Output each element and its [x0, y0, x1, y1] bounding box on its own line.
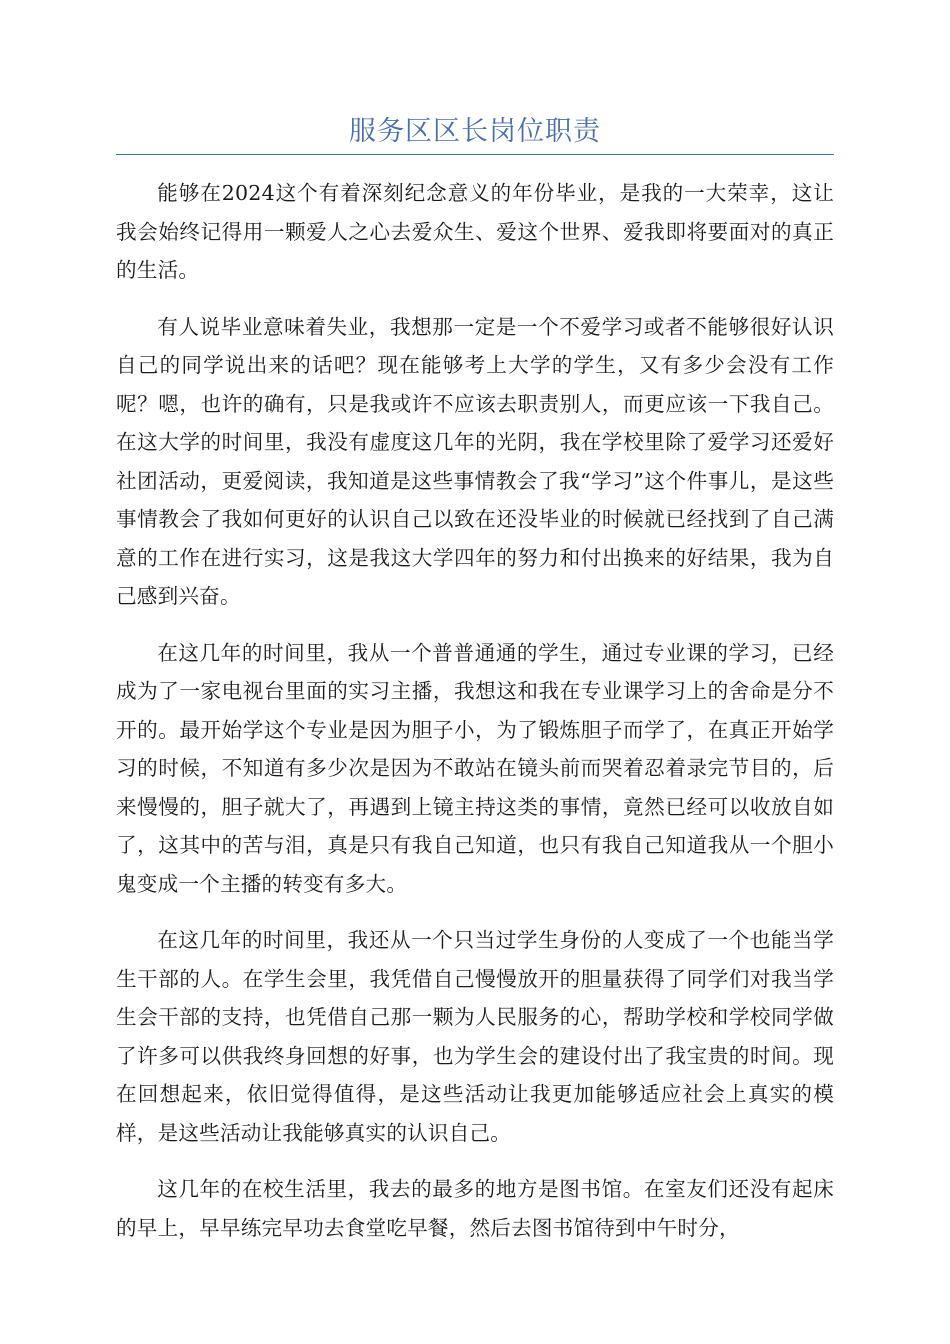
- document-title: 服务区区长岗位职责: [349, 116, 601, 147]
- paragraph-3: 在这几年的时间里，我从一个普普通通的学生，通过专业课的学习，已经成为了一家电视台里面的实习主播，我想这和我在专业课学习上的舍命是分不开的。最开始学这个专业是因为胆子小，为了锻炼胆子而学了，在真正开始学习的时候，不知道有多少次是因为不敢站在镜头前而哭着忍着录完节目的，后来慢慢的，胆子就大了，再遇到上镜主持这类的事情，竟然已经可以收放自如了，这其中的苦与泪，真是只有我自己知道，也只有我自己知道我从一个胆小鬼变成一个主播的转变有多大。: [116, 640, 834, 896]
- paragraph-4: 在这几年的时间里，我还从一个只当过学生身份的人变成了一个也能当学生干部的人。在学生会里，我凭借自己慢慢放开的胆量获得了同学们对我当学生会干部的支持，也凭借自己那一颗为人民服务的心，帮助学校和学校同学做了许多可以供我终身回想的好事，也为学生会的建设付出了我宝贵的时间。现在回想起来，依旧觉得值得，是这些活动让我更加能够适应社会上真实的模样，是这些活动让我能够真实的认识自己。: [116, 928, 834, 1145]
- paragraph-2: 有人说毕业意味着失业，我想那一定是一个不爱学习或者不能够很好认识自己的同学说出来的话吧？现在能够考上大学的学生，又有多少会没有工作呢？嗯，也许的确有，只是我或许不应该去职责别人，而更应该一下我自己。在这大学的时间里，我没有虚度这几年的光阴，我在学校里除了爱学习还爱好社团活动，更爱阅读，我知道是这些事情教会了我“学习”这个件事儿，是这些事情教会了我如何更好的认识自己以致在还没毕业的时候就已经找到了自己满意的工作在进行实习，这是我这大学四年的努力和付出换来的好结果，我为自己感到兴奋。: [116, 314, 834, 608]
- title-underline: [116, 154, 834, 155]
- paragraph-1: 能够在2024这个有着深刻纪念意义的年份毕业，是我的一大荣幸，这让我会始终记得用一颗爱人之心去爱众生、爱这个世界、爱我即将要面对的真正的生活。: [116, 181, 834, 282]
- document-body: [116, 174, 834, 1265]
- paragraph-5: 这几年的在校生活里，我去的最多的地方是图书馆。在室友们还没有起床的早上，早早练完早功去食堂吃早餐，然后去图书馆待到中午时分，: [116, 1177, 834, 1240]
